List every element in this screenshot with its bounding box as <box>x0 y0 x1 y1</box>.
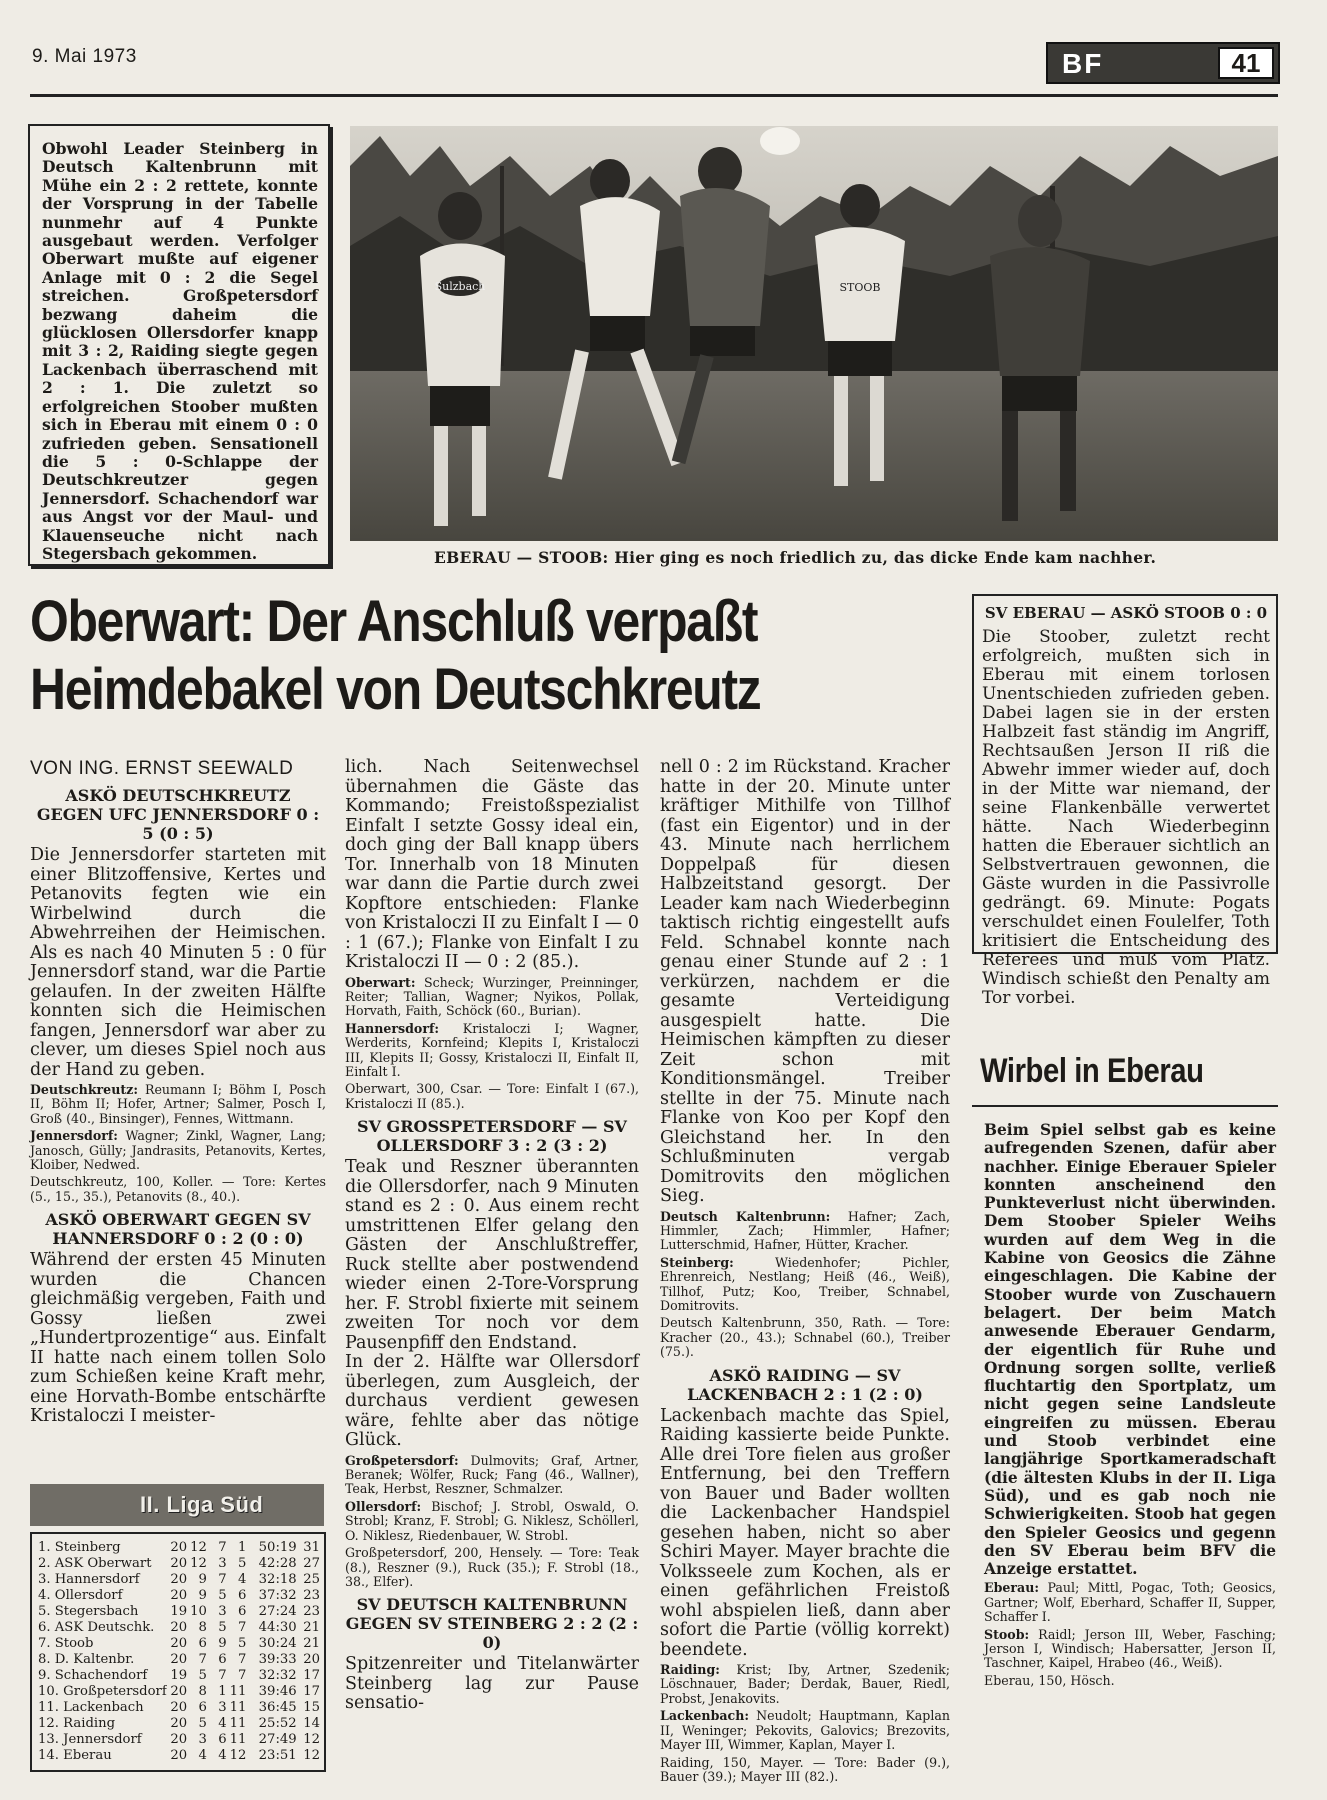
league-cell-goals: 50:19 <box>258 1540 297 1555</box>
match-facts: Großpetersdorf, 200, Hensely. — Tore: Teak (8.), Reszner (9.), Ruck (35.); F. Strobl (18., 38., Elfer). <box>345 1545 639 1589</box>
league-cell-sp: 20 <box>170 1620 188 1635</box>
league-table-row <box>38 1716 320 1732</box>
league-cell-team: 2. ASK Oberwart <box>38 1556 152 1571</box>
side-article-box <box>972 594 1278 1008</box>
league-cell-d: 6 <box>218 1732 227 1747</box>
league-cell-w: 12 <box>190 1540 207 1555</box>
league-cell-w: 9 <box>198 1588 207 1603</box>
lineup: Deutschkreutz: Reumann I; Böhm I, Posch II, Böhm II; Hofer, Artner; Salmer, Posch I, Groß (40., Binsinger), Fennes, Wittmann. <box>30 1082 326 1126</box>
league-cell-d: 5 <box>218 1588 227 1603</box>
match-heading: SV DEUTSCH KALTENBRUNN GEGEN SV STEINBERG 2 : 2 (2 : 0) <box>345 1595 639 1653</box>
match-facts: Deutsch Kaltenbrunn, 350, Rath. — Tore: Kracher (20., 43.); Schnabel (60.), Treiber (75.). <box>660 1315 950 1360</box>
league-cell-l: 11 <box>229 1684 247 1699</box>
league-cell-goals: 25:52 <box>258 1716 297 1731</box>
league-cell-d: 4 <box>218 1716 227 1731</box>
league-cell-w: 4 <box>198 1748 207 1763</box>
league-cell-pts: 21 <box>303 1636 321 1651</box>
league-cell-w: 8 <box>198 1620 207 1635</box>
league-cell-d: 3 <box>218 1604 227 1619</box>
league-table-row <box>38 1556 320 1572</box>
paragraph: Spitzenreiter und Titelanwärter Steinberg lag zur Pause sensatio- <box>345 1654 639 1714</box>
wirbel-text: Beim Spiel selbst gab es keine aufregenden Szenen, dafür aber nachher. Einige Eberauer Spieler konnten anscheinend den Punkteverlust nicht überwinden. Dem Stoober Spieler Weihs wurden auf dem Weg in die Kabine von Geosics die Zähne eingeschlagen. Die Kabine der Stoober wurde von Zuschauern belagert. Der beim Match anwesende Eberauer Gendarm, der eigentlich für Ruhe und Ordnung sorgen sollte, verließ fluchtartig den Sportplatz, um nicht gegen seine Landsleute eingreifen zu müssen. Eberau und Stoob verbindet eine langjährige Sportkameradschaft (die ältesten Klubs in der II. Liga Süd), und es gab noch nie Schwierigkeiten. Stoob hat gegen den Spieler Geosics und gegenn den SV Eberau beim BFV die Anzeige erstattet. <box>984 1121 1276 1579</box>
league-table-row <box>38 1700 320 1716</box>
wirbel-headline: Wirbel in Eberau <box>980 1052 1204 1090</box>
match-heading: SV GROSSPETERSDORF — SV OLLERSDORF 3 : 2 (3 : 2) <box>357 1117 627 1156</box>
lineup: Oberwart: Scheck; Wurzinger, Preinninger, Reiter; Tallian, Wagner; Nyikos, Pollak, Horvath, Faith, Schöck (60., Burian). <box>345 974 639 1019</box>
league-cell-d: 9 <box>218 1636 227 1651</box>
headline-line-1: Oberwart: Der Anschluß verpaßt <box>30 589 758 654</box>
paragraph: nell 0 : 2 im Rückstand. Kracher hatte in der 20. Minute unter kräftiger Mithilfe von Tillhof (fast ein Eigentor) und in der 43. Minute nach herrlichem Doppelpaß für diesen Halbzeitstand gesorgt. Der Leader kam nach Wiederbeginn taktisch richtig eingestellt aufs Feld. Schnabel konnte nach genau einer Stunde auf 2 : 1 verkürzen, nachdem er die gesamte Verteidigung ausgespielt hatte. Die Heimischen kämpften zu dieser Zeit schon mit Konditionsmängel. Treiber stellte in der 75. Minute nach Flanke von Koo per Kopf den Gleichstand her. In den Schlußminuten vergab Domitrovits den möglichen Sieg. <box>660 757 950 1206</box>
league-table-row <box>38 1652 320 1668</box>
league-table-row <box>38 1732 320 1748</box>
match-heading: ASKÖ DEUTSCHKREUTZ GEGEN UFC JENNERSDORF 0 : 5 (0 : 5) <box>36 786 320 843</box>
lineup: Eberau: Paul; Mittl, Pogac, Toth; Geosics, Gartner; Wolf, Eberhard, Schaffer II, Supper, Schaffer I. <box>984 1580 1276 1625</box>
lineup: Lackenbach: Neudolt; Hauptmann, Kaplan II, Weninger; Pekovits, Galovics; Brezovits, Mayer III, Wimmer, Kaplan, Mayer I. <box>660 1708 950 1753</box>
league-table-row <box>38 1636 320 1652</box>
league-cell-team: 6. ASK Deutschk. <box>38 1620 155 1635</box>
article-column-1 <box>30 758 326 1427</box>
league-cell-pts: 12 <box>303 1748 321 1763</box>
league-cell-w: 6 <box>198 1636 207 1651</box>
league-cell-team: 9. Schachendorf <box>38 1668 148 1683</box>
league-cell-goals: 42:28 <box>258 1556 297 1571</box>
league-cell-l: 5 <box>238 1636 247 1651</box>
league-cell-pts: 15 <box>303 1700 321 1715</box>
league-cell-d: 7 <box>218 1668 227 1683</box>
league-cell-w: 9 <box>198 1572 207 1587</box>
league-table-row <box>38 1684 320 1700</box>
lineup: Stoob: Raidl; Jerson III, Weber, Fasching; Jerson I, Windisch; Habersatter, Jerson II, Taschner, Kaipel, Hrabeo (46., Weiß). <box>984 1626 1276 1671</box>
league-cell-goals: 27:49 <box>258 1732 297 1747</box>
intro-box <box>28 124 330 566</box>
match-facts: Oberwart, 300, Csar. — Tore: Einfalt I (67.), Kristaloczi II (85.). <box>345 1081 639 1111</box>
lineup: Raiding: Krist; Iby, Artner, Szedenik; Löschnauer, Bader; Derdak, Bauer, Riedl, Probst, Jenakovits. <box>660 1662 950 1706</box>
league-table-row <box>38 1620 320 1636</box>
league-cell-goals: 30:24 <box>258 1636 297 1651</box>
league-cell-pts: 20 <box>303 1652 321 1667</box>
league-cell-l: 7 <box>238 1652 247 1667</box>
league-cell-team: 13. Jennersdorf <box>38 1732 142 1747</box>
league-cell-team: 1. Steinberg <box>38 1540 121 1555</box>
photo-caption: EBERAU — STOOB: Hier ging es noch friedlich zu, das dicke Ende kam nachher. <box>434 548 1157 567</box>
league-cell-l: 4 <box>238 1572 247 1587</box>
league-cell-d: 7 <box>218 1572 227 1587</box>
paragraph: Lackenbach machte das Spiel, Raiding kassierte beide Punkte. Alle drei Tore fielen aus großer Entfernung, bei den Treffern von Bauer und Bader wollten die Lackenbacher Handspiel gesehen haben, nicht so aber Schiri Mayer. Mayer brachte die Volksseele zum Kochen, als er einen gefährlichen Freistoß wohl abspielen ließ, dann aber sofort die Partie (völlig korrekt) beendete. <box>660 1405 950 1660</box>
league-table-row <box>38 1604 320 1620</box>
league-cell-sp: 20 <box>170 1748 188 1763</box>
league-cell-l: 6 <box>238 1588 247 1603</box>
league-cell-l: 7 <box>238 1668 247 1683</box>
league-cell-d: 7 <box>218 1540 227 1555</box>
jersey-text-2: STOOB <box>839 281 881 294</box>
league-cell-sp: 20 <box>170 1588 188 1603</box>
league-cell-l: 11 <box>229 1716 247 1731</box>
league-cell-l: 1 <box>238 1540 247 1555</box>
league-cell-sp: 19 <box>170 1604 188 1619</box>
league-cell-d: 1 <box>218 1684 227 1699</box>
section-badge <box>1046 42 1280 84</box>
league-cell-d: 5 <box>218 1620 227 1635</box>
lineup: Hannersdorf: Kristaloczi I; Wagner, Werderits, Kornfeind; Klepits I, Kristaloczi III, Klepits II; Gossy, Kristaloczi II, Einfalt II, Einfalt I. <box>345 1020 639 1079</box>
match-facts: Eberau, 150, Hösch. <box>984 1672 1115 1688</box>
match-heading: ASKÖ OBERWART GEGEN SV HANNERSDORF 0 : 2 (0 : 0) <box>45 1210 311 1249</box>
league-cell-w: 10 <box>190 1604 207 1619</box>
league-cell-goals: 23:51 <box>258 1748 297 1763</box>
paragraph: Die Jennersdorfer starteten mit einer Blitzoffensive, Kertes und Petanovits fegten wie ein Wirbelwind durch die Abwehrreihen der Heimischen. Als es nach 40 Minuten 5 : 0 für Jennersdorf stand, war die Partie gelaufen. In der zweiten Hälfte konnten sich die Heimischen fangen, Jennersdorf war aber zu clever, um dieses Spiel noch aus der Hand zu geben. <box>30 845 326 1080</box>
league-cell-team: 8. D. Kaltenbr. <box>38 1652 135 1667</box>
league-cell-sp: 20 <box>170 1716 188 1731</box>
page-number: 41 <box>1218 47 1274 79</box>
lineup: Jennersdorf: Wagner; Zinkl, Wagner, Lang; Janosch, Gülly; Jandrasits, Petanovits, Kertes, Kloiber, Nedwed. <box>30 1128 326 1173</box>
league-table-row <box>38 1540 320 1556</box>
league-cell-sp: 20 <box>170 1684 188 1699</box>
lineup: Ollersdorf: Bischof; J. Strobl, Oswald, O. Strobl; Kranz, F. Strobl; G. Niklesz, Schöllerl, O. Niklesz, Riedenbauer, W. Strobl. <box>345 1498 639 1543</box>
paragraph: lich. Nach Seitenwechsel übernahmen die Gäste das Kommando; Freistoßspezialist Einfalt I setzte Gossy ideal ein, doch ging der Ball knapp übers Tor. Innerhalb von 18 Minuten war dann die Partie durch zwei Kopftore entschieden: Flanke von Kristaloczi II zu Einfalt I — 0 : 1 (67.); Flanke von Einfalt I zu Kristaloczi II — 0 : 2 (85.). <box>345 757 639 972</box>
article-column-3 <box>660 758 950 1784</box>
league-cell-goals: 39:33 <box>258 1652 297 1667</box>
headline-line-2: Heimdebakel von Deutschkreutz <box>30 657 761 722</box>
wirbel-rule <box>972 1105 1278 1107</box>
league-cell-d: 3 <box>218 1556 227 1571</box>
league-cell-sp: 20 <box>170 1652 188 1667</box>
league-cell-team: 10. Großpetersdorf <box>38 1684 167 1699</box>
league-cell-w: 7 <box>198 1652 207 1667</box>
match-facts: Deutschkreutz, 100, Koller. — Tore: Kertes (5., 15., 35.), Petanovits (8., 40.). <box>30 1174 326 1204</box>
league-table-row <box>38 1572 320 1588</box>
article-column-2 <box>345 758 639 1714</box>
league-cell-sp: 20 <box>170 1732 188 1747</box>
lineup: Großpetersdorf: Dulmovits; Graf, Artner, Beranek; Wölfer, Ruck; Fang (46., Wallner), Teak, Herbst, Reszner, Schmalzer. <box>345 1452 639 1497</box>
league-cell-team: 7. Stoob <box>38 1636 94 1651</box>
league-cell-pts: 23 <box>303 1604 321 1619</box>
side-article-text: Die Stoober, zuletzt recht erfolgreich, mußten sich in Eberau mit einem torlosen Unentschieden zufrieden geben. Dabei lagen sie in der ersten Halbzeit fast ständig im Angriff, Rechtsaußen Jerson II riß die Abwehr immer wieder auf, doch in der Mitte war niemand, der seine Flankenbälle verwertet hätte. Nach Wiederbeginn hatten die Eberauer sichtlich an Selbstvertrauen gewonnen, die Gäste wurden in die Passivrolle gedrängt. 69. Minute: Pogats verschuldet einen Foulelfer, Toth kritisiert die Entscheidung des Referees und muß vom Platz. Windisch schießt den Penalty am Tor vorbei. <box>982 627 1270 1008</box>
league-cell-pts: 17 <box>303 1668 321 1683</box>
league-cell-sp: 20 <box>170 1540 188 1555</box>
league-cell-sp: 19 <box>170 1668 188 1683</box>
league-cell-team: 14. Eberau <box>38 1748 112 1763</box>
league-cell-l: 11 <box>229 1732 247 1747</box>
league-cell-w: 8 <box>198 1684 207 1699</box>
match-photo <box>350 126 1278 541</box>
league-cell-team: 5. Stegersbach <box>38 1604 139 1619</box>
league-cell-pts: 14 <box>303 1716 321 1731</box>
league-cell-goals: 37:32 <box>258 1588 297 1603</box>
league-cell-pts: 12 <box>303 1732 321 1747</box>
league-cell-l: 6 <box>238 1604 247 1619</box>
lineup: Steinberg: Wiedenhofer; Pichler, Ehrenreich, Nestlang; Heiß (46., Weiß), Tillhof, Putz; Koo, Treiber, Schnabel, Domitrovits. <box>660 1254 950 1313</box>
ball <box>760 127 800 155</box>
league-banner <box>30 1484 324 1526</box>
header-rule <box>30 94 1278 97</box>
league-cell-pts: 27 <box>303 1556 321 1571</box>
byline: VON ING. ERNST SEEWALD <box>30 758 294 779</box>
league-table-row <box>38 1748 320 1764</box>
league-cell-pts: 21 <box>303 1620 321 1635</box>
league-table-row <box>38 1588 320 1604</box>
jersey-text-1: Sulzbach <box>434 280 486 293</box>
league-cell-l: 11 <box>229 1700 247 1715</box>
league-cell-team: 3. Hannersdorf <box>38 1572 140 1587</box>
side-article-title: SV EBERAU — ASKÖ STOOB 0 : 0 <box>984 604 1268 622</box>
league-cell-goals: 27:24 <box>258 1604 297 1619</box>
match-facts: Raiding, 150, Mayer. — Tore: Bader (9.), Bauer (39.); Mayer III (82.). <box>660 1754 950 1784</box>
league-cell-team: 12. Raiding <box>38 1716 116 1731</box>
league-table-row <box>38 1668 320 1684</box>
league-name: II. Liga Süd <box>140 1492 264 1517</box>
league-cell-sp: 20 <box>170 1636 188 1651</box>
league-cell-pts: 17 <box>303 1684 321 1699</box>
paragraph: Teak und Reszner überannten die Ollersdorfer, nach 9 Minuten stand es 2 : 0. Aus einem recht umstrittenen Elfer gelang den Gästen der Anschlußtreffer, Ruck stellte aber postwendend wieder einen 2-Tore-Vorsprung her. F. Strobl fixierte mit seinem zweiten Tor noch vor dem Pausenpfiff den Endstand. <box>345 1157 639 1353</box>
league-cell-goals: 36:45 <box>258 1700 297 1715</box>
section-label: BF <box>1062 48 1104 79</box>
league-cell-goals: 44:30 <box>258 1620 297 1635</box>
league-cell-d: 6 <box>218 1652 227 1667</box>
league-cell-l: 7 <box>238 1620 247 1635</box>
wirbel-article <box>984 1121 1276 1688</box>
league-table <box>30 1532 326 1772</box>
league-cell-d: 3 <box>218 1700 227 1715</box>
league-cell-l: 5 <box>238 1556 247 1571</box>
league-cell-sp: 20 <box>170 1700 188 1715</box>
league-cell-pts: 25 <box>303 1572 321 1587</box>
league-cell-l: 12 <box>229 1748 247 1763</box>
league-cell-sp: 20 <box>170 1556 188 1571</box>
league-cell-d: 4 <box>218 1748 227 1763</box>
match-heading: ASKÖ RAIDING — SV LACKENBACH 2 : 1 (2 : 0) <box>687 1365 923 1404</box>
league-cell-pts: 31 <box>303 1540 321 1555</box>
paragraph: In der 2. Hälfte war Ollersdorf überlegen, zum Ausgleich, der durchaus verdient gewesen wäre, fehlte aber das nötige Glück. <box>345 1352 639 1451</box>
league-cell-team: 11. Lackenbach <box>38 1700 144 1715</box>
photo-illustration <box>350 126 1278 541</box>
league-cell-pts: 23 <box>303 1588 321 1603</box>
headline <box>30 588 830 724</box>
league-cell-w: 5 <box>198 1668 207 1683</box>
league-cell-w: 12 <box>190 1556 207 1571</box>
lineup: Deutsch Kaltenbrunn: Hafner; Zach, Himmler, Zach; Himmler, Hafner; Lutterschmid, Hafner, Hütter, Kracher. <box>660 1208 950 1253</box>
league-cell-sp: 20 <box>170 1572 188 1587</box>
league-cell-team: 4. Ollersdorf <box>38 1588 123 1603</box>
league-cell-goals: 32:18 <box>258 1572 297 1587</box>
league-cell-w: 6 <box>198 1700 207 1715</box>
league-cell-w: 3 <box>198 1732 207 1747</box>
paragraph: Während der ersten 45 Minuten wurden die Chancen gleichmäßig vergeben, Faith und Gossy ließen zwei „Hundertprozentige“ aus. Einfalt II hatte nach einem tollen Solo zum Schießen keine Kraft mehr, eine Horvath-Bombe entschärfte Kristaloczi I meister- <box>30 1250 326 1427</box>
issue-date: 9. Mai 1973 <box>32 46 137 67</box>
league-cell-goals: 39:46 <box>258 1684 297 1699</box>
league-cell-goals: 32:32 <box>258 1668 297 1683</box>
league-cell-w: 5 <box>198 1716 207 1731</box>
intro-text: Obwohl Leader Steinberg in Deutsch Kaltenbrunn mit Mühe ein 2 : 2 rettete, konnte der Vorsprung in der Tabelle nunmehr auf 4 Punkte ausgebaut werden. Verfolger Oberwart mußte auf eigener Anlage mit 0 : 2 die Segel streichen. Großpetersdorf bezwang daheim die glücklosen Ollersdorfer knapp mit 3 : 2, Raiding siegte gegen Lackenbach überraschend mit 2 : 1. Die zuletzt so erfolgreichen Stoober mußten sich in Eberau mit einem 0 : 0 zufrieden geben. Sensationell die 5 : 0-Schlappe der Deutschkreutzer gegen Jennersdorf. Schachendorf war aus Angst vor der Maul- und Klauenseuche nicht nach Stegersbach gekommen. <box>42 139 318 563</box>
